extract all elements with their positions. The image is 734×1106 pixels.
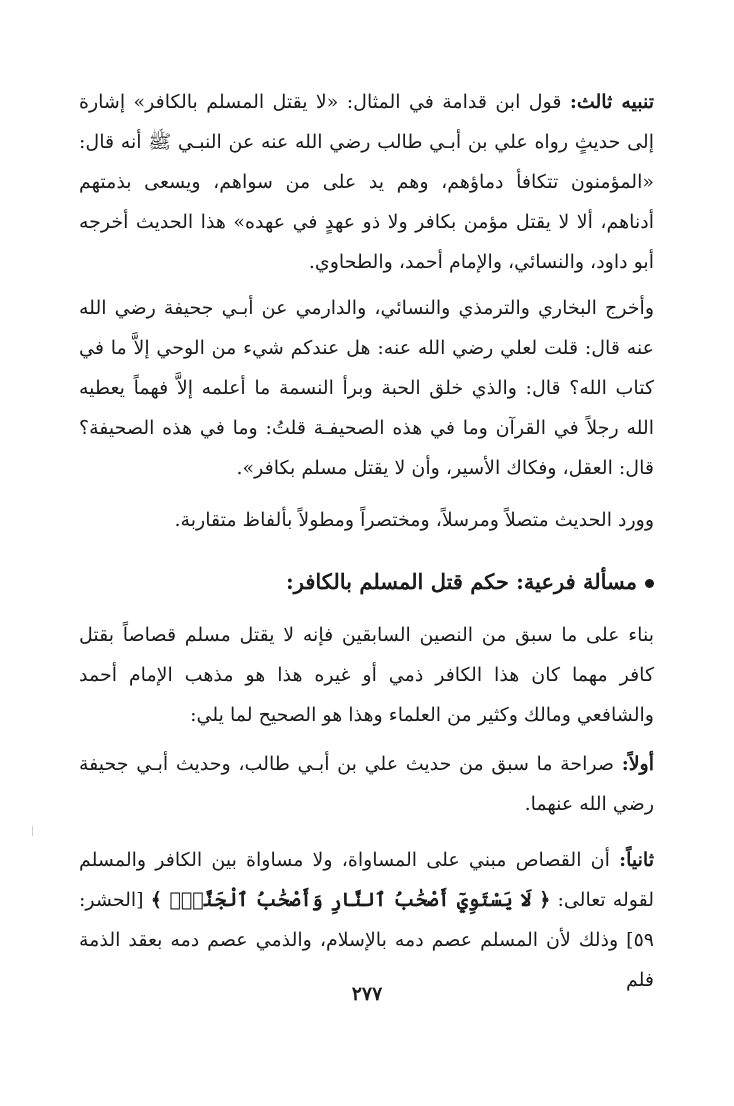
bullet-icon <box>645 579 654 588</box>
first-reason-lead: أولاً: <box>621 753 654 775</box>
bukhari-text: وأخرج البخاري والترمذي والنسائي، والدارمي عن أبـي جحيفة رضي الله عنه قال: قلت لعلي رضي الله عنه: هل عندكم شيء من الوحي إلاَّ ما في كتاب الله؟ قال: والذي خلق الحبة وبرأ النسمة ما أعلمه إلاَّ فهماً يعطيه الله رجلاً في القرآن وما في هذه الصحيفـة قلتُ: وما في هذه الصحيفة؟ قال: العقل، وفكاك الأسير، وأن لا يقتل مسلم بكافر». <box>79 297 654 479</box>
second-reason-text-before: أن القصاص مبني على المساواة، ولا مساواة بين الكافر والمسلم لقوله تعالى: <box>79 849 654 911</box>
ruling-paragraph <box>79 615 654 735</box>
first-reason-paragraph <box>79 744 654 824</box>
first-reason-text: صراحة ما سبق من حديث علي بن أبـي طالب، وحديث أبـي جحيفة رضي الله عنهما. <box>79 753 654 815</box>
second-reason-lead: ثانياً: <box>619 849 654 871</box>
page-number: ٢٧٧ <box>351 983 383 1005</box>
note-three-paragraph <box>79 82 654 282</box>
second-reason-paragraph <box>79 840 654 1000</box>
bukhari-paragraph <box>79 288 654 488</box>
ruling-text: بناء على ما سبق من النصين السابقين فإنه لا يقتل مسلم قصاصاً بقتل كافر مهما كان هذا الكافر ذمي أو غيره هذا هو مذهب الإمام أحمد والشافعي ومالك وكثير من العلماء وهذا هو الصحيح لما يلي: <box>79 624 654 726</box>
hadith-versions-paragraph <box>79 500 654 540</box>
section-heading <box>79 562 654 602</box>
note-three-lead: تنبيه ثالث: <box>569 91 654 113</box>
second-reason-text-after: [الحشر: ٥٩] وذلك لأن المسلم عصم دمه بالإسلام، والذمي عصم دمه بعقد الذمة فلم <box>79 889 654 991</box>
section-heading-text: مسألة فرعية: حكم قتل المسلم بالكافر: <box>286 569 637 594</box>
note-three-text: قول ابن قدامة في المثال: «لا يقتل المسلم بالكافر» إشارة إلى حديثٍ رواه علي بن أبـي طالب رضي الله عنه عن النبـي ﷺ أنه قال: «المؤمنون تتكافأ دماؤهم، وهم يد على من سواهم، ويسعى بذمتهم أدناهم، ألا لا يقتل مؤمن بكافر ولا ذو عهدٍ في عهده» هذا الحديث أخرجه أبو داود، والنسائي، والإمام أحمد، والطحاوي. <box>79 91 654 273</box>
margin-mark <box>32 826 33 836</box>
quran-verse: ﴿ لَا يَسْتَوِيٓ أَصْحَٰبُ ٱلنَّارِ وَأَصْحَٰبُ ٱلْجَنَّةِۚ ﴾ <box>150 889 551 911</box>
hadith-versions-text: وورد الحديث متصلاً ومرسلاً، ومختصراً ومطولاً بألفاظ متقاربة. <box>174 509 654 531</box>
